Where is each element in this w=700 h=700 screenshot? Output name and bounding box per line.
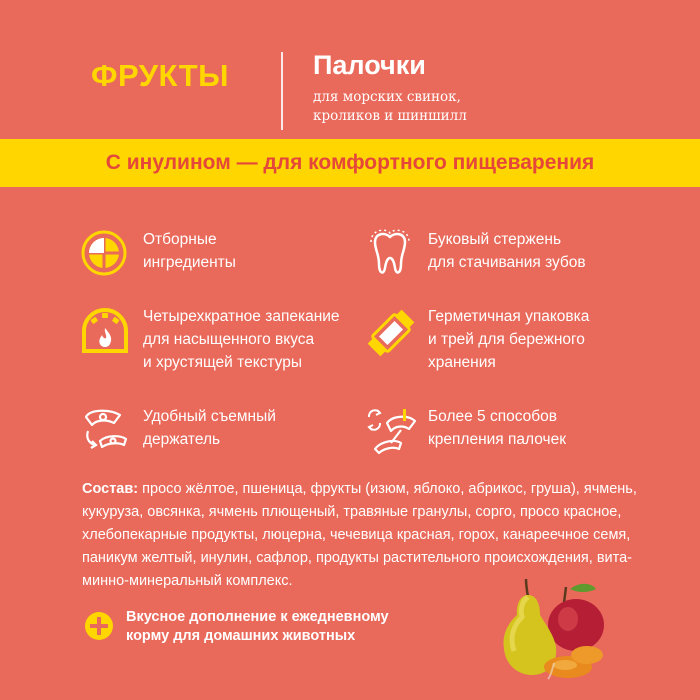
- feature-line: крепления палочек: [428, 431, 566, 448]
- bottom-note-line: корму для домашних животных: [126, 628, 356, 644]
- composition-text: просо жёлтое, пшеница, фрукты (изюм, яблоко, абрикос, груша), ячмень,: [138, 481, 637, 497]
- feature-text: [428, 405, 658, 451]
- inulin-banner: [0, 139, 700, 187]
- feature-line: держатель: [143, 431, 221, 448]
- feature-line: Более 5 способов: [428, 408, 558, 425]
- feature-line: Герметичная упаковка: [428, 308, 590, 325]
- feature-text: [143, 305, 373, 374]
- feature-line: ингредиенты: [143, 254, 236, 271]
- fruits-image: [492, 575, 617, 685]
- feature-line: хранения: [428, 354, 496, 371]
- feature-line: и трей для бережного: [428, 331, 585, 348]
- bottom-note: [126, 608, 456, 646]
- feature-text: [428, 305, 658, 374]
- header: [0, 0, 700, 140]
- feature-line: и хрустящей текстуры: [143, 354, 303, 371]
- feature-text: [428, 228, 658, 274]
- composition-line: кукуруза, овсянка, ячмень плющеный, травяные гранулы, сорго, просо красное,: [82, 504, 622, 520]
- composition-line: хлебопекарные продукты, люцерна, чечевица красная, горох, канареечное семя,: [82, 527, 631, 543]
- bottom-note-line: Вкусное дополнение к ежедневному: [126, 609, 389, 625]
- composition-label: Состав:: [82, 481, 139, 497]
- composition-line: минно-минеральный комплекс.: [82, 573, 293, 589]
- feature-line: Отборные: [143, 231, 217, 248]
- feature-line: Буковый стержень: [428, 231, 562, 248]
- composition-line: паникум желтый, инулин, сафлор, продукты растительного происхождения, вита-: [82, 550, 633, 566]
- mounting-methods-icon: [365, 405, 417, 457]
- product-title: Палочки: [313, 50, 426, 80]
- package-icon: [365, 305, 417, 357]
- product-subtitle: [313, 88, 467, 126]
- banner-text: С инулином — для комфортного пищеварения: [105, 151, 595, 174]
- quality-ingredients-icon: [80, 228, 132, 280]
- subtitle-line: кроликов и шиншилл: [313, 108, 467, 124]
- tooth-icon: [365, 228, 417, 280]
- feature-text: [143, 405, 373, 451]
- oven-fire-icon: [80, 305, 132, 357]
- feature-line: для насыщенного вкуса: [143, 331, 315, 348]
- brand-title: ФРУКТЫ: [91, 58, 229, 93]
- removable-holder-icon: [80, 405, 132, 457]
- composition-line: [82, 478, 642, 501]
- feature-line: Удобный съемный: [143, 408, 276, 425]
- plus-icon: [84, 611, 114, 641]
- feature-line: для стачивания зубов: [428, 254, 586, 271]
- feature-line: Четырехкратное запекание: [143, 308, 340, 325]
- header-divider: [281, 52, 283, 130]
- feature-text: [143, 228, 373, 274]
- subtitle-line: для морских свинок,: [313, 89, 461, 105]
